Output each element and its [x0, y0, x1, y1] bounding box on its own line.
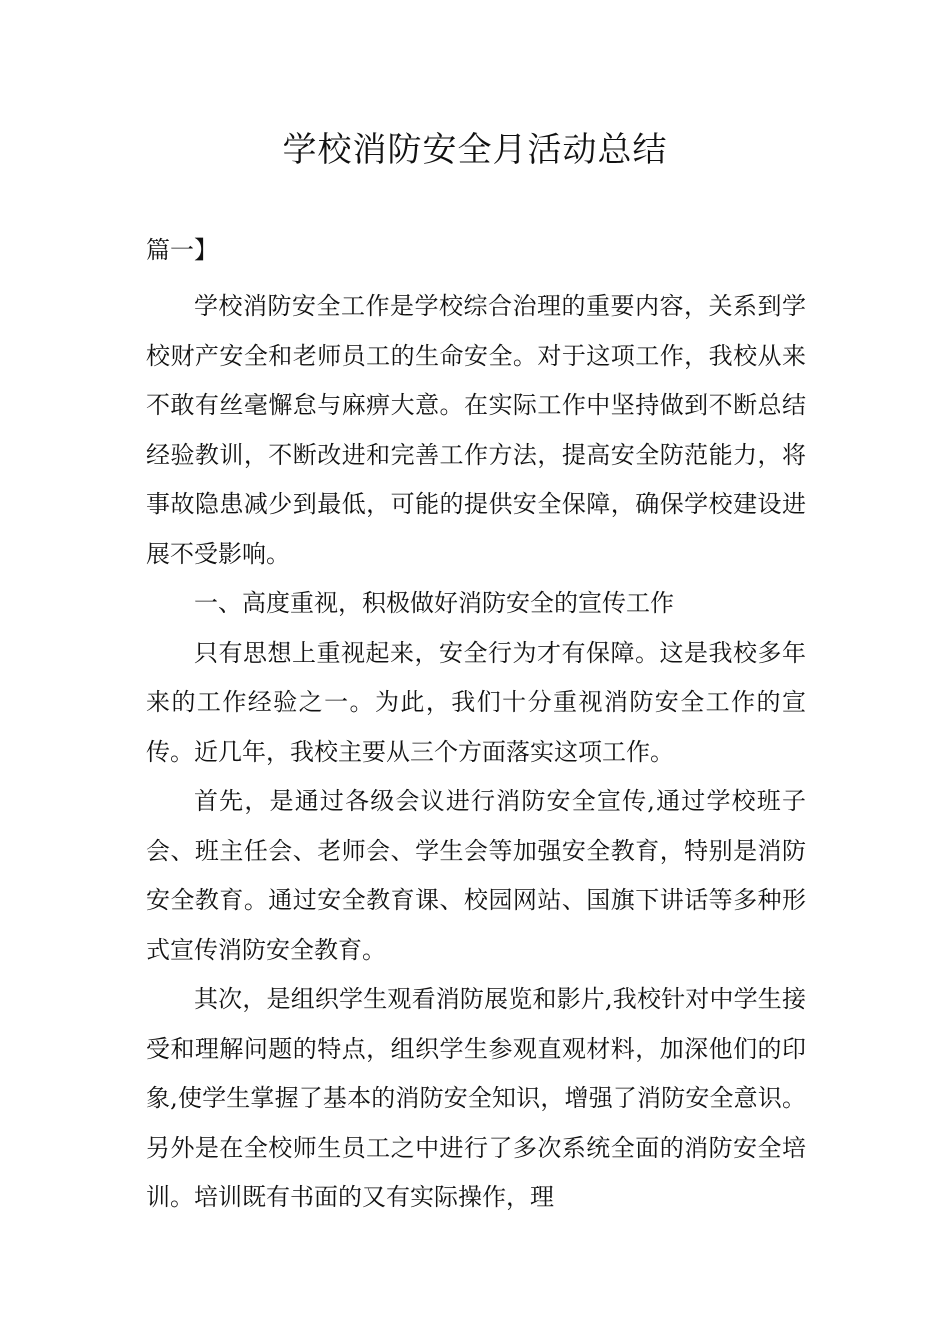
section-heading-1: 一、高度重视，积极做好消防安全的宣传工作 [194, 589, 674, 617]
section-label: 篇一】 [146, 236, 218, 264]
paragraph-second: 其次，是组织学生观看消防展览和影片,我校针对中学生接受和理解问题的特点，组织学生参观直观材料，加深他们的印象,使学生掌握了基本的消防安全知识，增强了消防安全意识。另外是在全校师生员工之中进行了多次系统全面的消防安全培训。培训既有书面的又有实际操作，理 [146, 985, 806, 1211]
document-body [146, 282, 806, 1223]
paragraph-first: 首先，是通过各级会议进行消防安全宣传,通过学校班子会、班主任会、老师会、学生会等加强安全教育，特别是消防安全教育。通过安全教育课、校园网站、国旗下讲话等多种形式宣传消防安全教育。 [146, 787, 806, 964]
document-title: 学校消防安全月活动总结 [282, 130, 668, 170]
paragraph-publicity: 只有思想上重视起来，安全行为才有保障。这是我校多年来的工作经验之一。为此，我们十分重视消防安全工作的宣传。近几年，我校主要从三个方面落实这项工作。 [146, 638, 806, 766]
paragraph-intro: 学校消防安全工作是学校综合治理的重要内容，关系到学校财产安全和老师员工的生命安全。对于这项工作，我校从来不敢有丝毫懈怠与麻痹大意。在实际工作中坚持做到不断总结经验教训，不断改进和完善工作方法，提高安全防范能力，将事故隐患减少到最低，可能的提供安全保障，确保学校建设进展不受影响。 [146, 292, 806, 568]
